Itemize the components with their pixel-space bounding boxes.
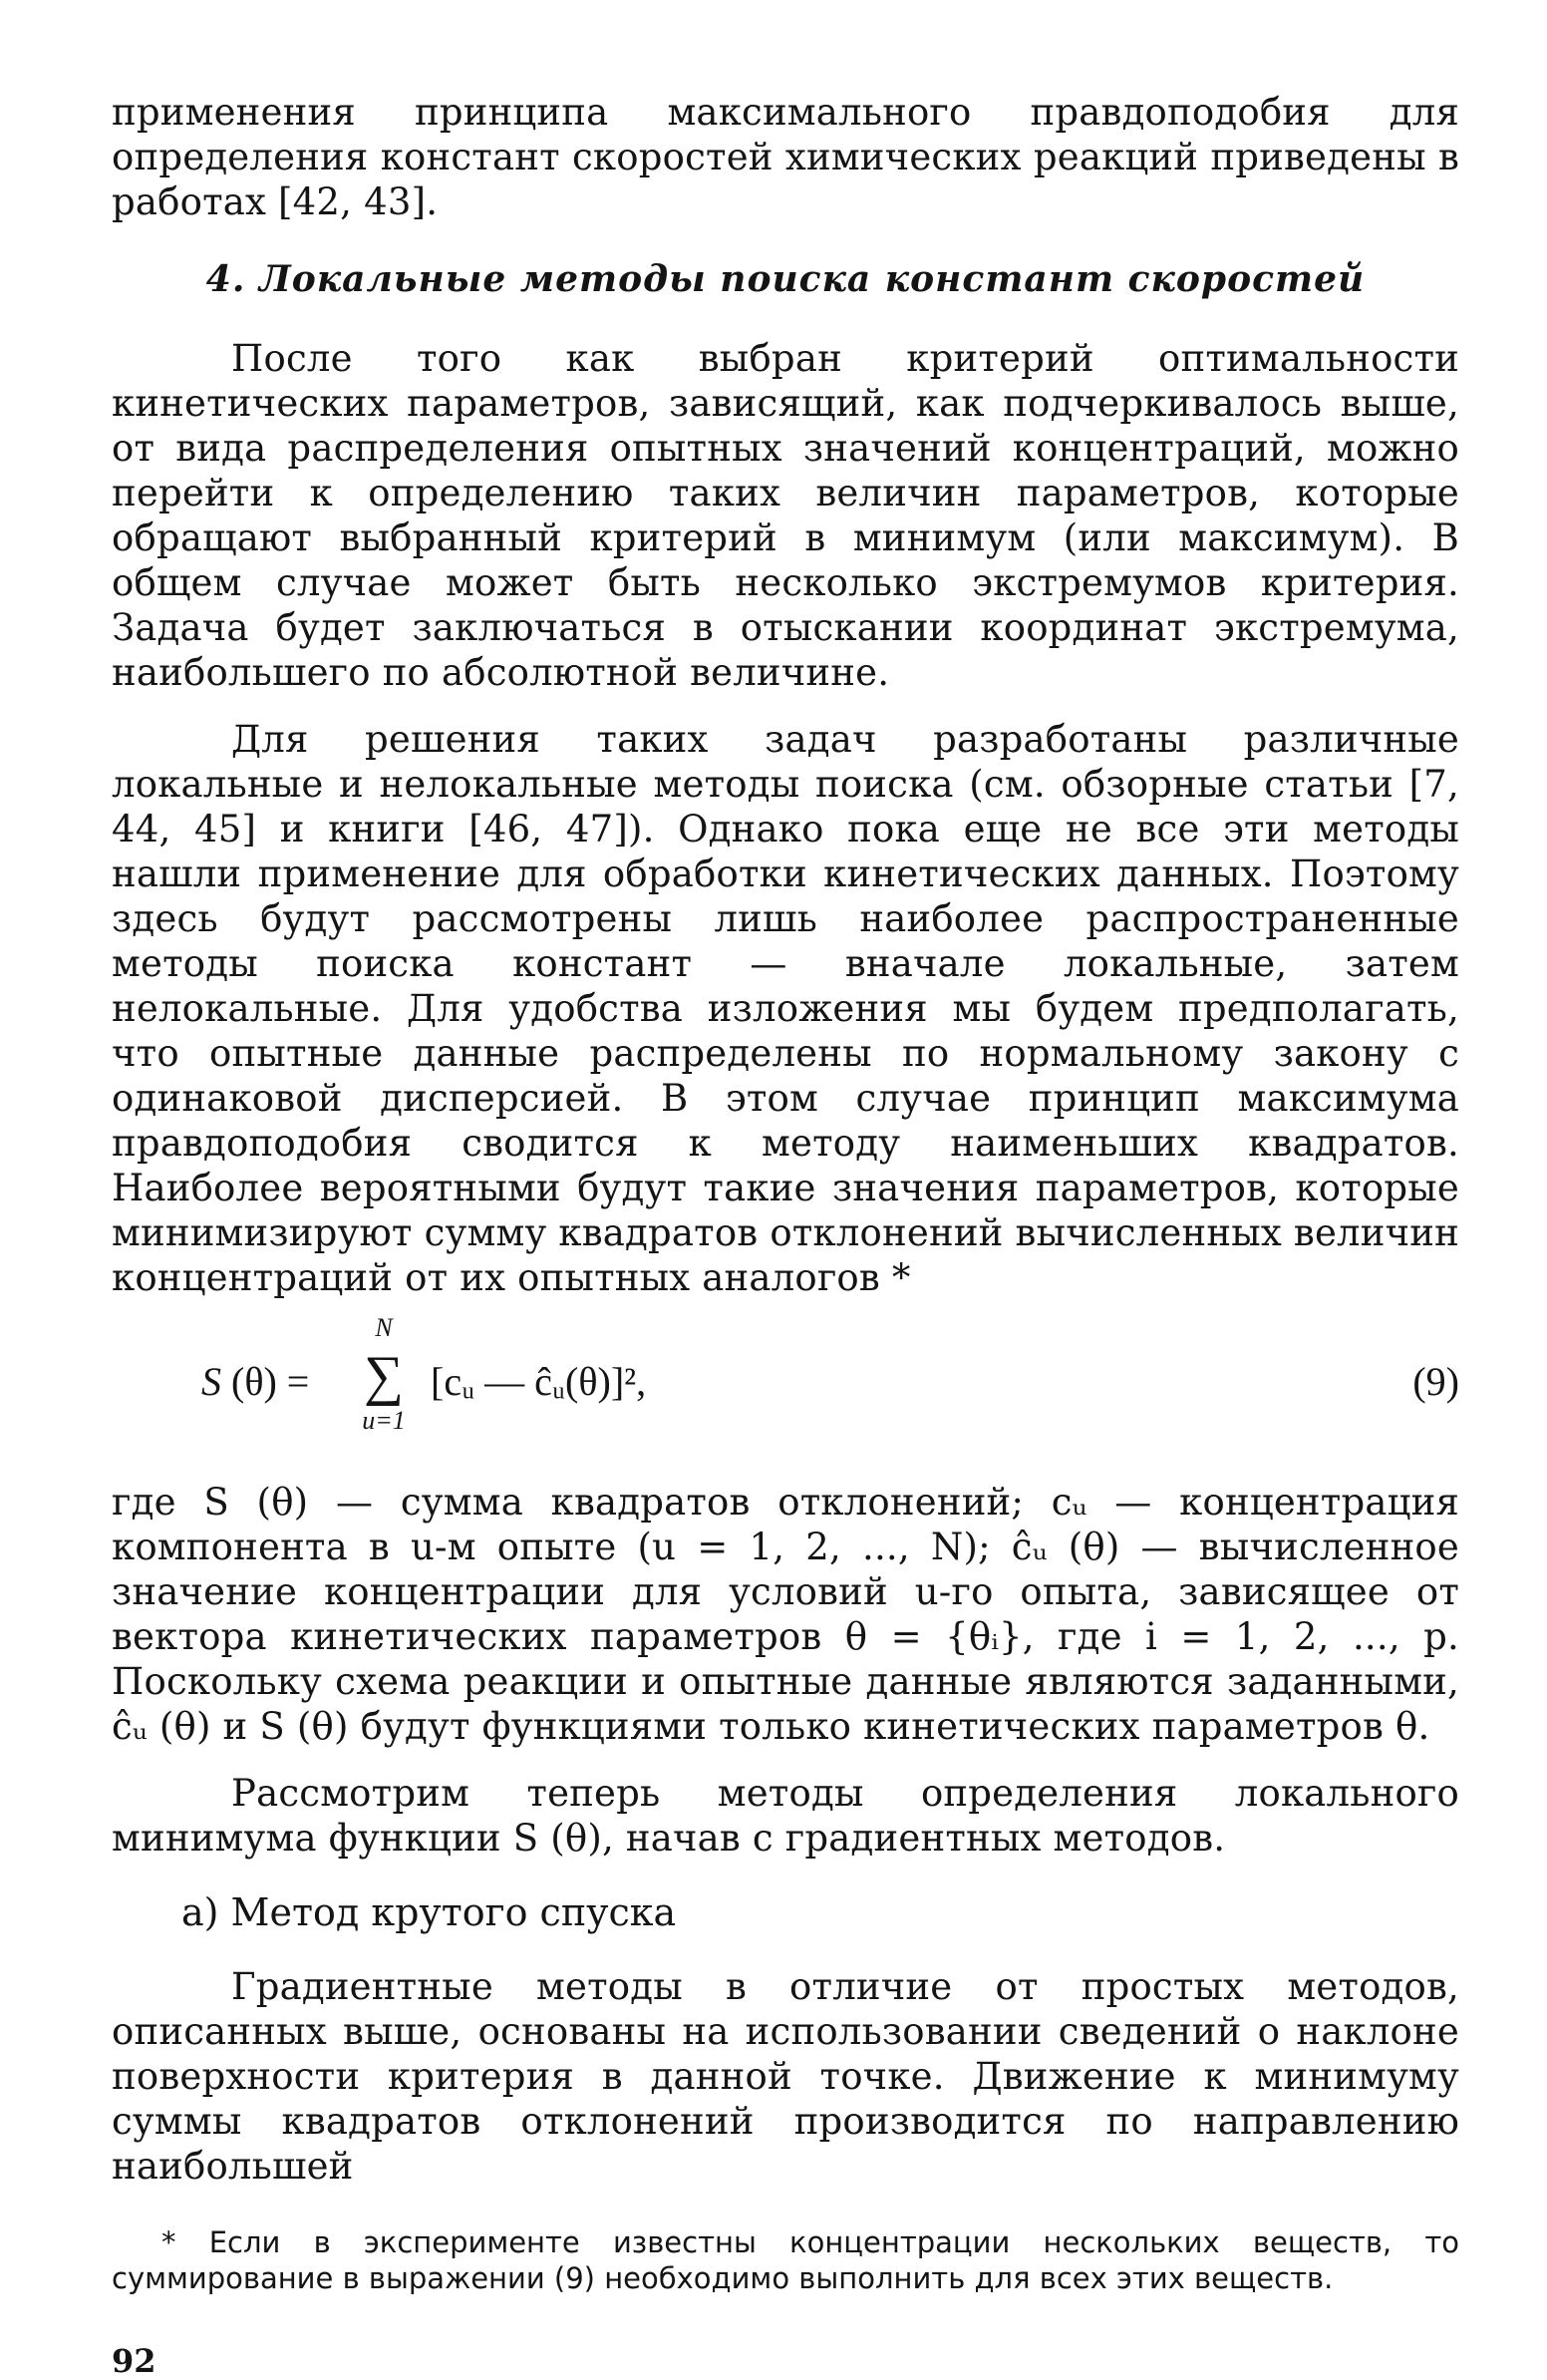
formula-body: [cᵤ — ĉᵤ(θ)]², (431, 1359, 647, 1404)
formula-lhs: S (θ) = (201, 1359, 310, 1404)
formula-upper-limit: N (375, 1313, 393, 1342)
footnote: * Если в эксперименте известны концентрации нескольких веществ, то суммирование в выражении (9) необходимо выполнить для всех этих веществ. (112, 2225, 1459, 2295)
formula-sigma: ∑ (364, 1345, 404, 1407)
formula-sum (349, 1310, 419, 1436)
paragraph-2: Для решения таких задач разработаны различные локальные и нелокальные методы поиска (см. обзорные статьи [7, 44, 45] и книги [46, 47]). Однако пока еще не все эти методы нашли применение для обработки кинетических данных. Поэтому здесь будут рассмотрены лишь наиболее распространенные методы поиска констант — вначале локальные, затем нелокальные. Для удобства изложения мы будем предполагать, что опытные данные распределены по нормальному закону с одинаковой дисперсией. В этом случае принцип максимума правдоподобия сводится к методу наименьших квадратов. Наиболее вероятными будут такие значения параметров, которые минимизируют сумму квадратов отклонений вычисленных величин концентраций от их опытных аналогов * (112, 718, 1459, 1299)
paragraph-3: где S (θ) — сумма квадратов отклонений; cᵤ — концентрация компонента в u-м опыте (u = 1, 2, ..., N); ĉᵤ (θ) — вычисленное значение концентрации для условий u-го опыта, зависящее от вектора кинетических параметров θ = {θᵢ}, где i = 1, 2, ..., p. Поскольку схема реакции и опытные данные являются заданными, ĉᵤ (θ) и S (θ) будут функциями только кинетических параметров θ. (112, 1481, 1459, 1748)
subheading: а) Метод крутого спуска (181, 1890, 677, 1934)
section-heading: 4. Локальные методы поиска констант скоростей (205, 258, 1366, 300)
paragraph-1: После того как выбран критерий оптимальности кинетических параметров, зависящий, как подчеркивалось выше, от вида распределения опытных значений концентраций, можно перейти к определению таких величин параметров, которые обращают выбранный критерий в минимум (или максимум). В общем случае может быть несколько экстремумов критерия. Задача будет заключаться в отыскании координат экстремума, наибольшего по абсолютной величине. (112, 337, 1459, 694)
page-content (112, 90, 1459, 2380)
formula-9 (112, 1310, 1459, 1460)
paragraph-5: Градиентные методы в отличие от простых методов, описанных выше, основаны на использовании сведений о наклоне поверхности критерия в данной точке. Движение к минимуму суммы квадратов отклонений производится по направлению наибольшей (112, 1965, 1459, 2188)
page-number: 92 (112, 2342, 156, 2380)
formula-number: (9) (1412, 1359, 1459, 1404)
intro-paragraph: применения принципа максимального правдоподобия для определения констант скоростей химических реакций приведены в работах [42, 43]. (112, 91, 1459, 223)
paragraph-4: Рассмотрим теперь методы определения локального минимума функции S (θ), начав с градиентных методов. (112, 1772, 1459, 1860)
formula-lower-limit: u=1 (362, 1406, 406, 1435)
